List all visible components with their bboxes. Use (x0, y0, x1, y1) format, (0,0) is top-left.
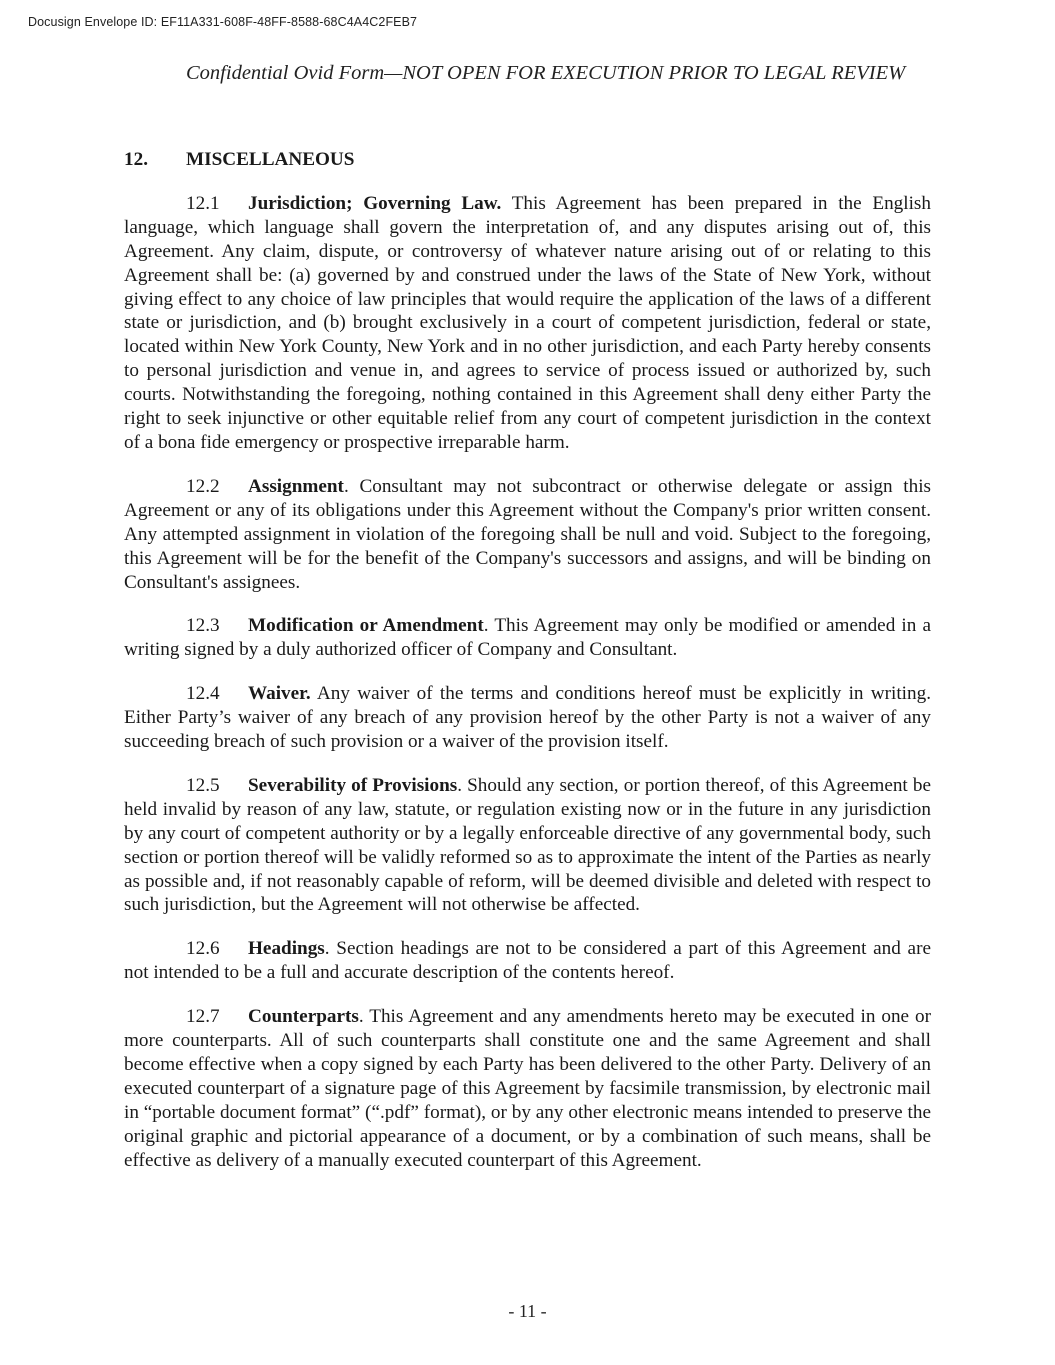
clause-text: . This Agreement and any amendments hereto may be executed in one or more counterparts. All of such counterparts shall constitute one and the same Agreement and shall become effective when a copy signed by each Party has been delivered to the other Party. Delivery of an executed counterpart of a signature page of this Agreement by facsimile transmission, by electronic mail in “portable document format” (“.pdf” format), or by any other electronic means intended to preserve the original graphic and pictorial appearance of a document, or by a combination of such means, shall be effective as delivery of a manually executed counterpart of this Agreement. (124, 1006, 931, 1171)
clause-title: Waiver. (248, 683, 311, 705)
clause-number: 12.6 (186, 938, 220, 960)
confidential-notice: Confidential Ovid Form—NOT OPEN FOR EXECUTION PRIOR TO LEGAL REVIEW (186, 62, 906, 84)
section-title: MISCELLANEOUS (186, 149, 355, 170)
page-number: - 11 - (508, 1301, 547, 1321)
clause-title: Headings (248, 938, 325, 960)
clause-12-4 (124, 682, 931, 754)
docusign-envelope-id: Docusign Envelope ID: EF11A331-608F-48FF-8588-68C4A4C2FEB7 (28, 15, 418, 29)
clause-title: Severability of Provisions (248, 774, 458, 796)
clause-12-1 (124, 192, 931, 455)
section-heading (124, 148, 931, 172)
clause-number: 12.5 (186, 774, 220, 796)
clause-text: This Agreement has been prepared in the English language, which language shall govern the interpretation of, and any disputes arising out of, this Agreement. Any claim, dispute, or controversy of whatever nature arising out of or relating to this Agreement shall be: (a) governed by and construed under the laws of the State of New York, without giving effect to any choice of law principles that would require the application of the laws of a different state or jurisdiction, and (b) brought exclusively in a court of competent jurisdiction, federal or state, located within New York County, New York and in no other jurisdiction, and each Party hereby consents to personal jurisdiction and venue in, and agrees to service of process issued or authorized by, such courts. Notwithstanding the foregoing, nothing contained in this Agreement shall deny either Party the right to seek injunctive or other equitable relief from any court of competent jurisdiction in the context of a bona fide emergency or prospective irreparable harm. (124, 192, 931, 453)
clause-text: . This Agreement may only be modified or amended in a writing signed by a duly authorized officer of Company and Consultant. (124, 615, 931, 661)
clause-number: 12.2 (186, 475, 220, 497)
clause-text: . Should any section, or portion thereof, of this Agreement be held invalid by reason of any law, statute, or regulation existing now or in the future in any jurisdiction by any court of competent authority or by a legally enforceable directive of any governmental body, such section or portion thereof will be validly reformed so as to approximate the intent of the Parties as nearly as possible and, if not reasonably capable of reform, will be deemed divisible and deleted with respect to such jurisdiction, but the Agreement will not otherwise be affected. (124, 774, 932, 916)
clause-number: 12.1 (186, 192, 220, 214)
clause-text: . Consultant may not subcontract or otherwise delegate or assign this Agreement or any of its obligations under this Agreement without the Company's prior written consent. Any attempted assignment in violation of the foregoing shall be null and void. Subject to the foregoing, this Agreement will be for the benefit of the Company's successors and assigns, and will be binding on Consultant's assignees. (124, 475, 931, 593)
clause-number: 12.7 (186, 1006, 220, 1028)
clause-12-3 (124, 614, 931, 662)
clause-text: Any waiver of the terms and conditions hereof must be explicitly in writing. Either Party’s waiver of any breach of any provision hereof by the other Party is not a waiver of any succeeding breach of such provision or a waiver of the provision itself. (124, 683, 931, 753)
clause-12-7 (124, 1005, 931, 1172)
clause-number: 12.3 (186, 615, 220, 637)
clause-12-6 (124, 937, 931, 985)
section-number: 12. (124, 149, 148, 170)
document-body (124, 148, 931, 1193)
clause-text: . Section headings are not to be considered a part of this Agreement and are not intended to be a full and accurate description of the contents hereof. (124, 938, 931, 984)
clause-title: Jurisdiction; Governing Law. (248, 192, 502, 214)
clause-number: 12.4 (186, 683, 220, 705)
clause-12-2 (124, 475, 931, 595)
clause-title: Assignment (248, 475, 344, 497)
clause-title: Modification or Amendment (248, 615, 484, 637)
clause-title: Counterparts (248, 1006, 359, 1028)
clause-12-5 (124, 774, 931, 917)
